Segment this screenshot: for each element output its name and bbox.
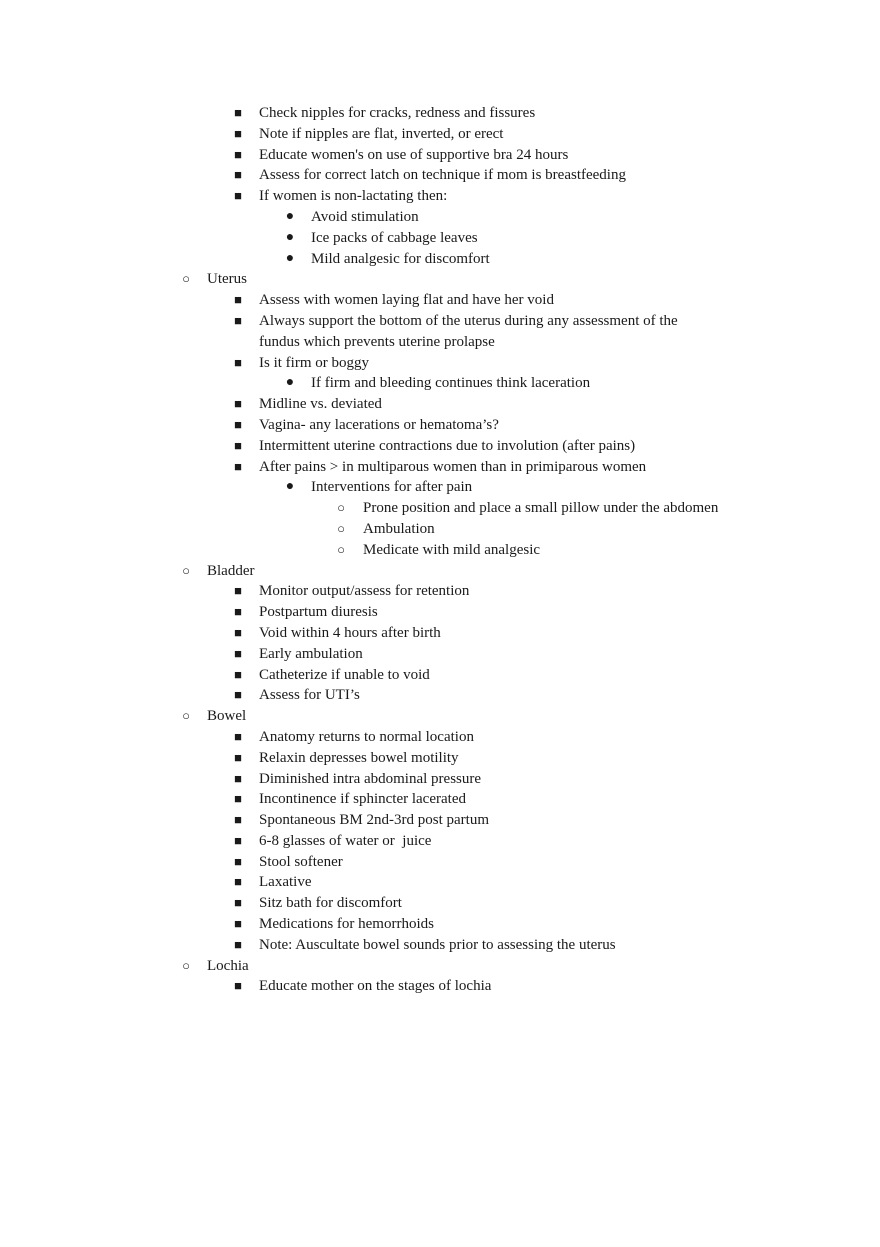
square-bullet: ■ (234, 167, 242, 183)
list-item: ■ 6-8 glasses of water or juice (0, 831, 880, 852)
list-item: ● Ice packs of cabbage leaves (0, 228, 880, 249)
square-bullet: ■ (234, 853, 242, 869)
section-heading-uterus: ○ Uterus (0, 269, 880, 290)
list-item: ■ Educate women's on use of supportive bra 24 hours (0, 145, 880, 166)
square-bullet: ■ (234, 146, 242, 162)
circle-bullet: ○ (182, 271, 190, 287)
list-item: ■ Catheterize if unable to void (0, 665, 880, 686)
square-bullet: ■ (234, 188, 242, 204)
section-heading-lochia: ○ Lochia (0, 956, 880, 977)
list-item: ■ Assess with women laying flat and have her void (0, 290, 880, 311)
list-item: ■ Void within 4 hours after birth (0, 623, 880, 644)
list-item: ■ Assess for correct latch on technique if mom is breastfeeding (0, 165, 880, 186)
list-item: ■ Check nipples for cracks, redness and fissures (0, 103, 880, 124)
square-bullet: ■ (234, 396, 242, 412)
square-bullet: ■ (234, 791, 242, 807)
circle-bullet: ○ (337, 541, 345, 557)
list-item: ■ Always support the bottom of the uterus during any assessment of the (0, 311, 880, 332)
list-item: ■ Stool softener (0, 852, 880, 873)
square-bullet: ■ (234, 437, 242, 453)
list-item: ○ Ambulation (0, 519, 880, 540)
square-bullet: ■ (234, 832, 242, 848)
square-bullet: ■ (234, 604, 242, 620)
dot-bullet: ● (285, 208, 295, 224)
square-bullet: ■ (234, 687, 242, 703)
square-bullet: ■ (234, 292, 242, 308)
list-item: ■ Anatomy returns to normal location (0, 727, 880, 748)
postpartum-assessment-outline (0, 103, 880, 997)
list-item: ■ Spontaneous BM 2nd-3rd post partum (0, 810, 880, 831)
list-item: ■ Medications for hemorrhoids (0, 914, 880, 935)
square-bullet: ■ (234, 354, 242, 370)
list-item: ■ Midline vs. deviated (0, 394, 880, 415)
list-item: ■ Early ambulation (0, 644, 880, 665)
section-heading-bladder: ○ Bladder (0, 561, 880, 582)
list-item: ● Mild analgesic for discomfort (0, 249, 880, 270)
dot-bullet: ● (285, 229, 295, 245)
list-item: ■ Assess for UTI’s (0, 685, 880, 706)
square-bullet: ■ (234, 749, 242, 765)
square-bullet: ■ (234, 728, 242, 744)
square-bullet: ■ (234, 916, 242, 932)
square-bullet: ■ (234, 125, 242, 141)
list-item-continuation: fundus which prevents uterine prolapse (259, 333, 495, 350)
square-bullet: ■ (234, 105, 242, 120)
square-bullet: ■ (234, 583, 242, 599)
square-bullet: ■ (234, 645, 242, 661)
dot-bullet: ● (285, 250, 295, 266)
list-item: ■ Postpartum diuresis (0, 602, 880, 623)
list-item: ■ Monitor output/assess for retention (0, 581, 880, 602)
square-bullet: ■ (234, 624, 242, 640)
list-item: ■ Sitz bath for discomfort (0, 893, 880, 914)
dot-bullet: ● (285, 479, 295, 495)
list-item: ● Avoid stimulation (0, 207, 880, 228)
list-item: ■ Intermittent uterine contractions due to involution (after pains) (0, 436, 880, 457)
square-bullet: ■ (234, 874, 242, 890)
list-item: ■ Note: Auscultate bowel sounds prior to assessing the uterus (0, 935, 880, 956)
list-item: ■ Laxative (0, 872, 880, 893)
circle-bullet: ○ (182, 562, 190, 578)
circle-bullet: ○ (182, 957, 190, 973)
list-item: ■ Educate mother on the stages of lochia (0, 976, 880, 997)
dot-bullet: ● (285, 375, 295, 391)
list-item: ○ Prone position and place a small pillow under the abdomen (0, 498, 880, 519)
square-bullet: ■ (234, 770, 242, 786)
list-item: ■ After pains > in multiparous women than in primiparous women (0, 457, 880, 478)
circle-bullet: ○ (182, 708, 190, 724)
section-heading-bowel: ○ Bowel (0, 706, 880, 727)
square-bullet: ■ (234, 895, 242, 911)
square-bullet: ■ (234, 458, 242, 474)
list-item: ■ Incontinence if sphincter lacerated (0, 789, 880, 810)
list-item: ○ Medicate with mild analgesic (0, 540, 880, 561)
list-item: ● If firm and bleeding continues think laceration (0, 373, 880, 394)
circle-bullet: ○ (337, 520, 345, 536)
list-item: ● Interventions for after pain (0, 477, 880, 498)
list-item: ■ Diminished intra abdominal pressure (0, 769, 880, 790)
square-bullet: ■ (234, 978, 242, 994)
list-item: ■ If women is non-lactating then: (0, 186, 880, 207)
list-item: ■ Vagina- any lacerations or hematoma’s? (0, 415, 880, 436)
square-bullet: ■ (234, 666, 242, 682)
square-bullet: ■ (234, 812, 242, 828)
square-bullet: ■ (234, 936, 242, 952)
square-bullet: ■ (234, 416, 242, 432)
circle-bullet: ○ (337, 500, 345, 516)
square-bullet: ■ (234, 312, 242, 328)
list-item: ■ Relaxin depresses bowel motility (0, 748, 880, 769)
list-item: ■ Is it firm or boggy (0, 353, 880, 374)
list-item: ■ Note if nipples are flat, inverted, or erect (0, 124, 880, 145)
